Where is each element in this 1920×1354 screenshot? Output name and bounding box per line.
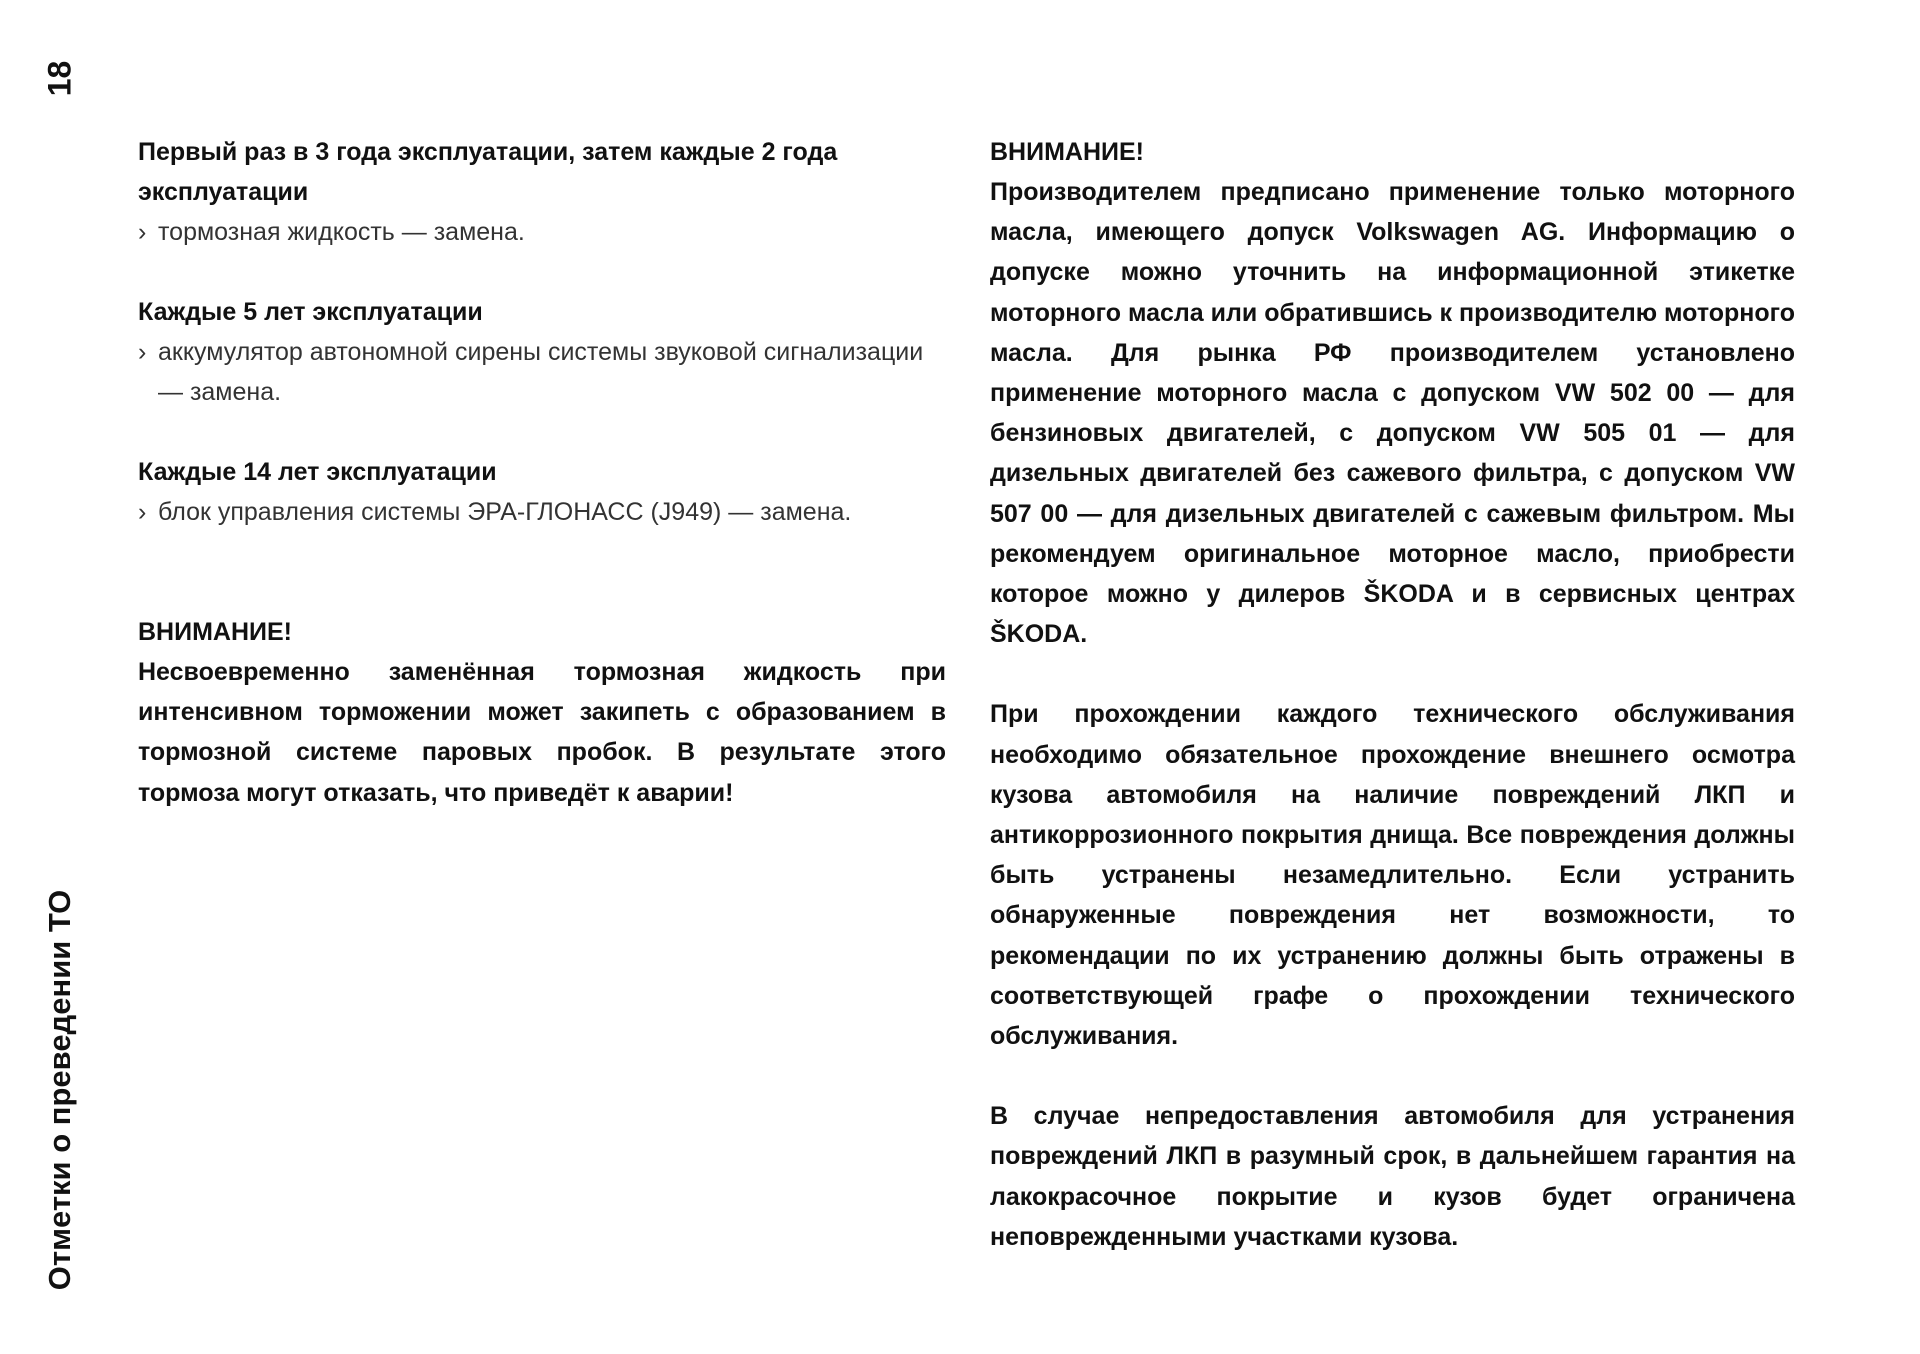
- maintenance-block-era-glonass: [138, 452, 946, 532]
- list-item: [138, 492, 946, 532]
- list-item-text: тормозная жидкость — замена.: [158, 218, 525, 246]
- bullet-chevron-icon: ›: [138, 218, 147, 246]
- section-title: [40, 870, 80, 1310]
- paragraph-body-inspection: При прохождении каждого технического обслуживания необходимо обязательное прохождение внешнего осмотра кузова автомобиля на наличие повреждений ЛКП и антикоррозионного покрытия днища. Все повреждения должны быть устранены незамедлительно. Если устранить обнаруженные повреждения нет возможности, то рекомендации по их устранению должны быть отражены в соответствующей графе о прохождении технического обслуживания.: [990, 700, 1795, 1051]
- maintenance-block-siren-battery: [138, 292, 946, 412]
- page-number-text: 18: [41, 60, 78, 96]
- list-item-text: аккумулятор автономной сирены системы звуковой сигнализации — замена.: [158, 338, 924, 406]
- left-column: [138, 132, 946, 813]
- warning-brake-fluid: [138, 612, 946, 813]
- section-title-text: Отметки о преведении ТО: [42, 889, 78, 1291]
- block-heading: Первый раз в 3 года эксплуатации, затем каждые 2 года эксплуатации: [138, 138, 838, 206]
- paragraph-warranty-limitation: В случае непредоставления автомобиля для устранения повреждений ЛКП в разумный срок, в дальнейшем гарантия на лакокрасочное покрытие и кузов будет ограничена неповрежденными участками кузова.: [990, 1102, 1795, 1251]
- block-heading: Каждые 14 лет эксплуатации: [138, 458, 497, 486]
- maintenance-block-brake-fluid: [138, 132, 946, 252]
- page-number: [40, 56, 80, 100]
- list-item: [138, 332, 946, 412]
- warning-motor-oil: [990, 132, 1795, 654]
- warning-text: Производителем предписано применение только моторного масла, имеющего допуск Volkswagen AG. Информацию о допуске можно уточнить на информационной этикетке моторного масла или обратившись к производителю моторного масла. Для рынка РФ производителем установлено применение моторного масла с допуском VW 502 00 — для бензиновых двигателей, с допуском VW 505 01 — для дизельных двигателей без сажевого фильтра, с допуском VW 507 00 — для дизельных двигателей с сажевым фильтром. Мы рекомендуем оригинальное моторное масло, приобрести которое можно у дилеров ŠKODA и в сервисных центрах ŠKODA.: [990, 178, 1795, 649]
- right-column: [990, 132, 1795, 1257]
- warning-label: ВНИМАНИЕ!: [138, 618, 292, 646]
- list-item: [138, 212, 946, 252]
- list-item-text: блок управления системы ЭРА-ГЛОНАСС (J949) — замена.: [158, 498, 852, 526]
- warning-text: Несвоевременно заменённая тормозная жидкость при интенсивном торможении может закипеть с образованием в тормозной системе паровых пробок. В результате этого тормоза могут отказать, что приведёт к аварии!: [138, 658, 946, 807]
- bullet-chevron-icon: ›: [138, 338, 147, 366]
- warning-label: ВНИМАНИЕ!: [990, 138, 1144, 166]
- bullet-chevron-icon: ›: [138, 498, 147, 526]
- block-heading: Каждые 5 лет эксплуатации: [138, 298, 483, 326]
